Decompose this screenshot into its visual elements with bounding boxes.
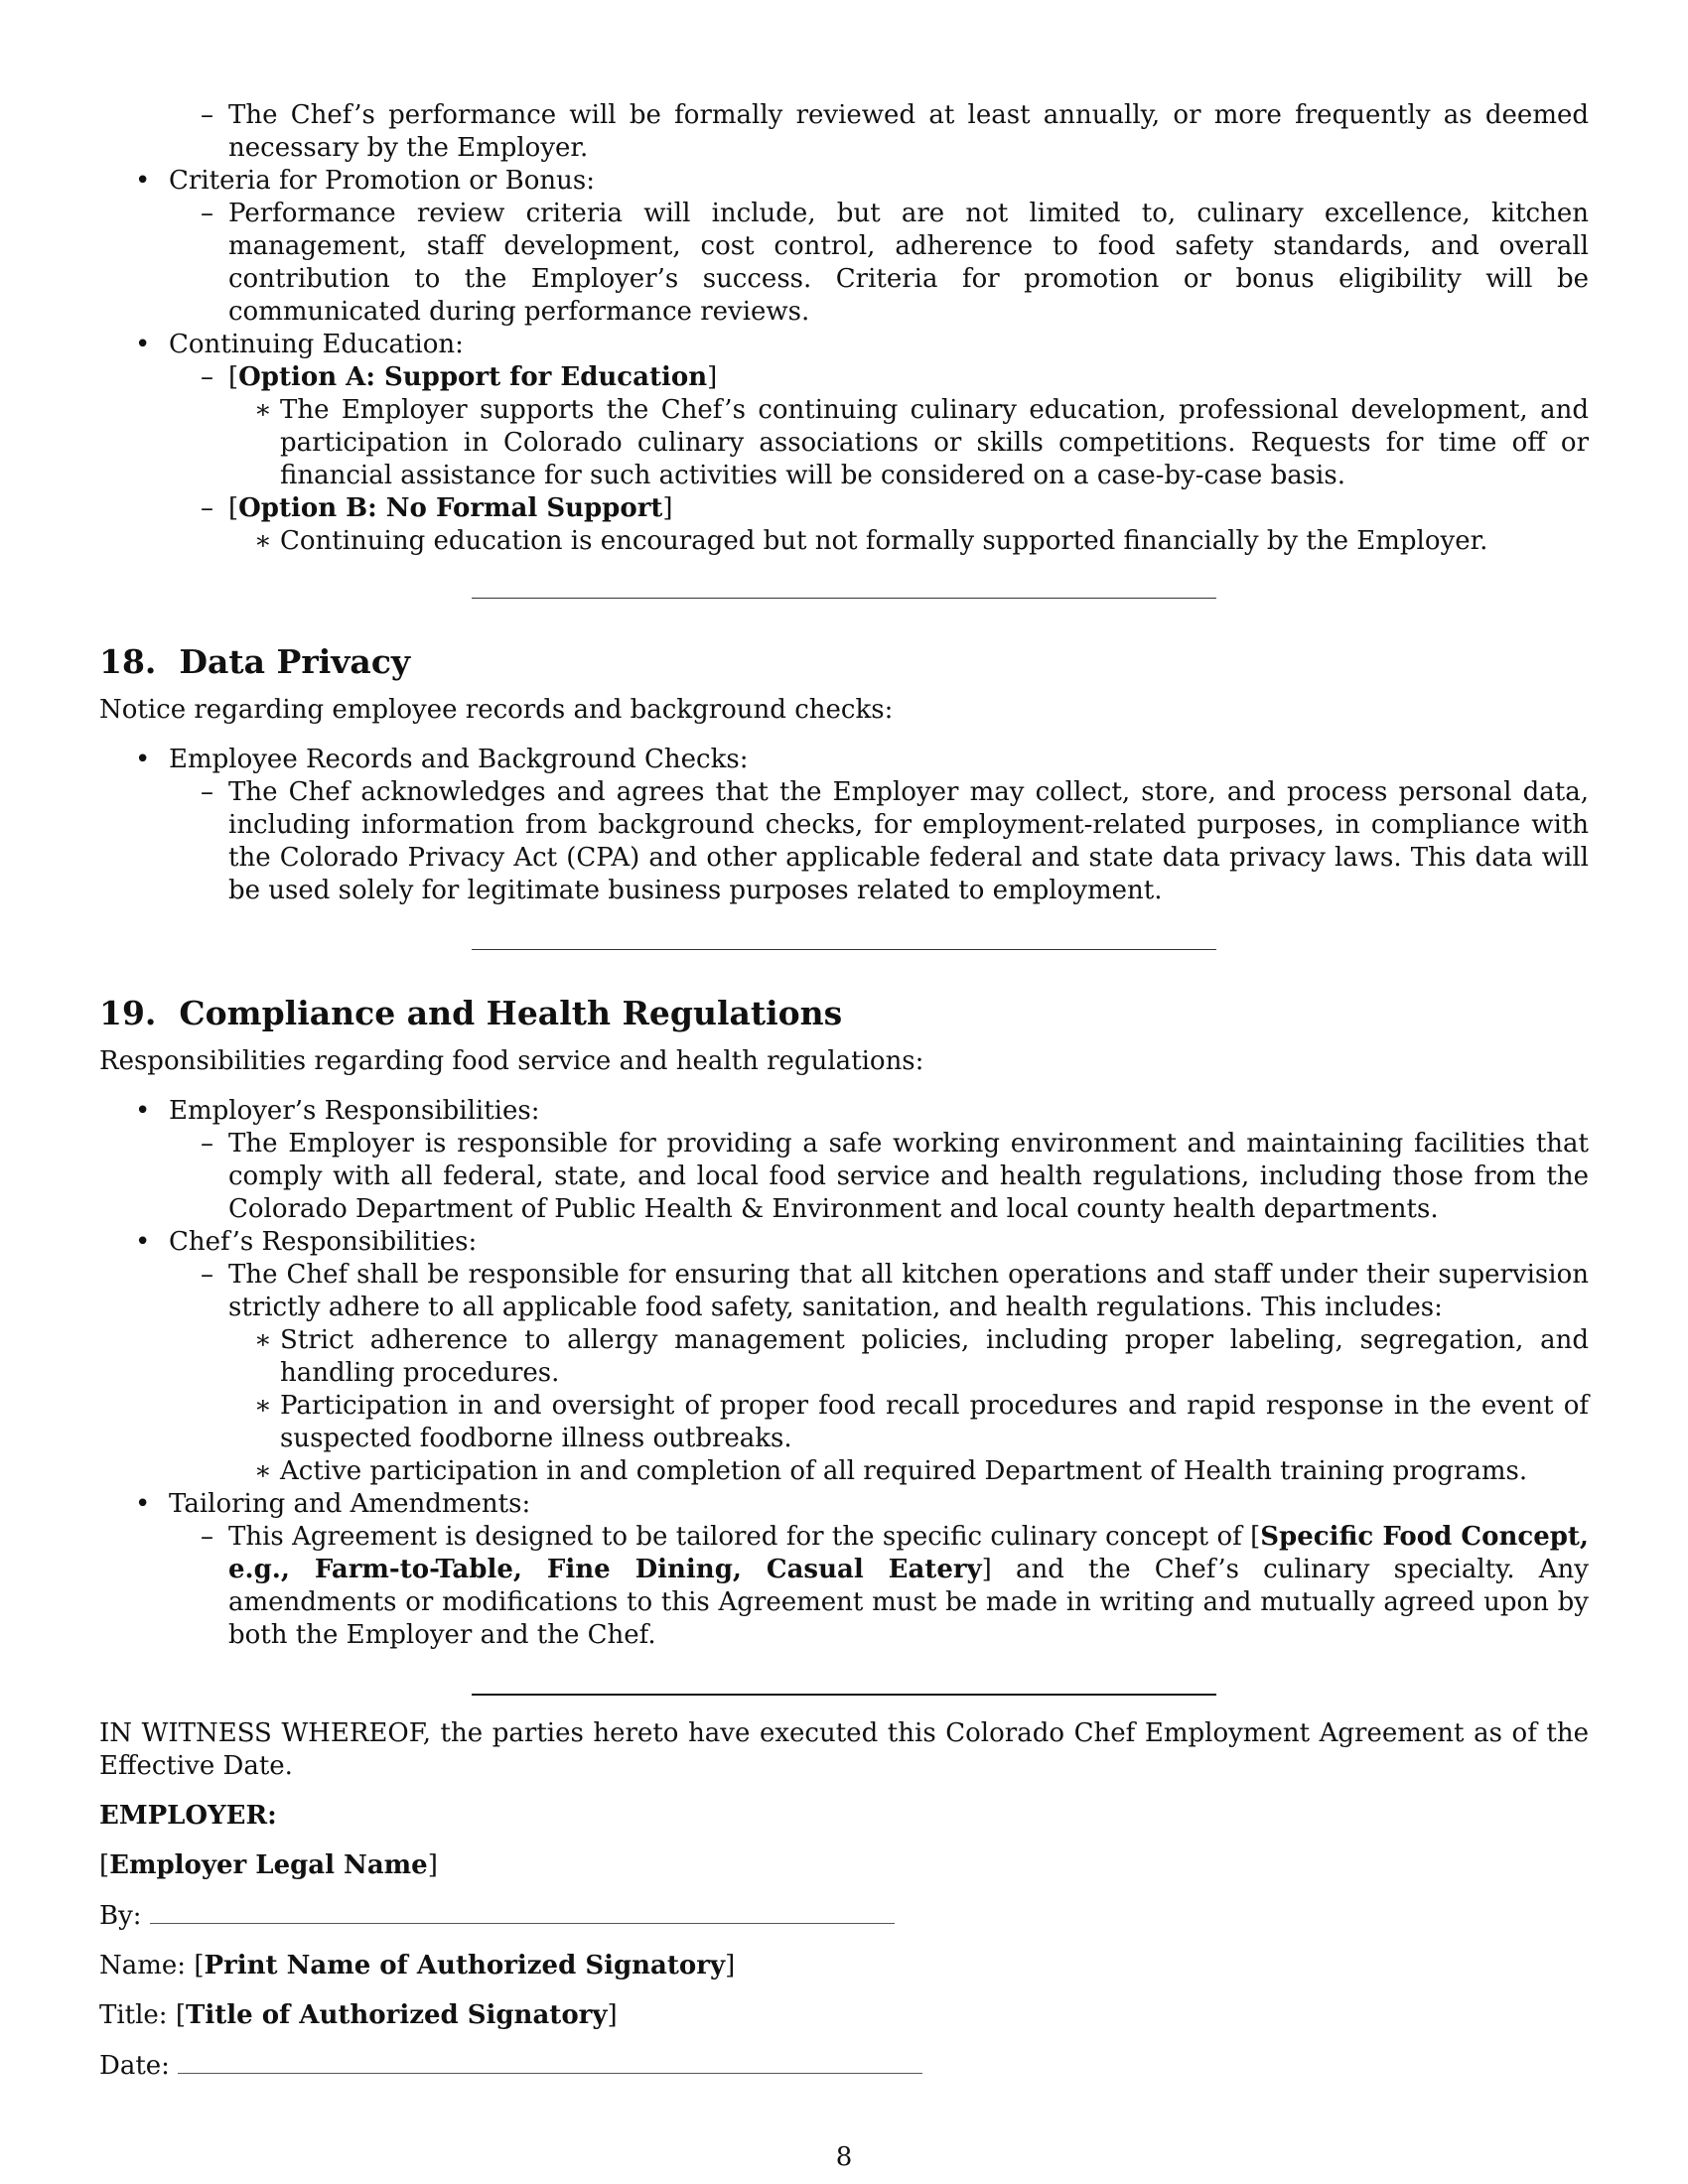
date-line[interactable] xyxy=(178,2049,922,2074)
list-item xyxy=(99,1095,1589,1128)
asterisk-marker: ∗ xyxy=(254,1456,272,1486)
list-item xyxy=(99,525,1589,558)
signature-line[interactable] xyxy=(150,1899,895,1924)
signatory-title-row: Title: [Title of Authorized Signatory] xyxy=(99,2000,618,2030)
list-item xyxy=(99,1455,1589,1488)
date-label: Date: xyxy=(99,2051,170,2081)
page-number: 8 xyxy=(835,2142,853,2172)
list-item xyxy=(99,776,1589,907)
name-placeholder: Print Name of Authorized Signatory xyxy=(204,1951,726,1980)
document-page xyxy=(99,99,1589,2083)
list-item xyxy=(99,1390,1589,1455)
dash-marker: – xyxy=(201,362,213,392)
signature-date-row xyxy=(99,2049,1589,2083)
by-label: By: xyxy=(99,1901,142,1931)
list-item xyxy=(99,198,1589,329)
tailoring-heading: Tailoring and Amendments: xyxy=(169,1489,531,1519)
dash-marker: – xyxy=(201,1129,213,1159)
witness-statement: IN WITNESS WHEREOF, the parties hereto have executed this Colorado Chef Employment Agreement as of the Effective Date. xyxy=(99,1718,1589,1781)
chef-responsibilities-text: The Chef shall be responsible for ensuring that all kitchen operations and staff under their supervision strictly adhere to all applicable food safety, sanitation, and health regulations. This includes: xyxy=(228,1260,1589,1322)
section-heading-18: 18. Data Privacy xyxy=(99,642,411,681)
asterisk-marker: ∗ xyxy=(254,1325,272,1355)
option-a-label: [Option A: Support for Education] xyxy=(228,362,718,392)
food-concept-placeholder: Specific Food Concept, e.g., Farm-to-Table, Fine Dining, Casual Eatery xyxy=(228,1522,1589,1584)
dash-marker: – xyxy=(201,199,213,228)
bullet-marker: • xyxy=(135,1227,151,1257)
list-item xyxy=(99,1259,1589,1324)
list-item xyxy=(99,492,1589,525)
promotion-text: Performance review criteria will include, but are not limited to, culinary excellence, kitchen management, staff development, cost control, adherence to food safety standards, and overall contribution to the Employer’s success. Criteria for promotion or bonus eligibility will be communicated during performance reviews. xyxy=(228,199,1589,327)
employer-responsibilities-heading: Employer’s Responsibilities: xyxy=(169,1096,540,1126)
list-item xyxy=(99,1324,1589,1390)
dash-marker: – xyxy=(201,1522,213,1552)
list-item xyxy=(99,1128,1589,1226)
list-item xyxy=(99,1226,1589,1259)
records-text: The Chef acknowledges and agrees that the Employer may collect, store, and process personal data, including information from background checks, for employment-related purposes, in compliance with the Colorado Privacy Act (CPA) and other applicable federal and state data privacy laws. This data will be used solely for legitimate business purposes related to employment. xyxy=(228,777,1589,905)
tailoring-text: This Agreement is designed to be tailored for the specific culinary concept of [Specific Food Concept, e.g., Farm-to-Table, Fine Dining, Casual Eatery] and the Chef’s culinary specialty. Any amendments or modifications to this Agreement must be made in writing and mutually agreed upon by both the Employer and the Chef. xyxy=(228,1522,1589,1650)
list-item xyxy=(99,99,1589,165)
asterisk-marker: ∗ xyxy=(254,1391,272,1421)
option-a-text: The Employer supports the Chef’s continuing culinary education, professional development, and participation in Colorado culinary associations or skills competitions. Requests for time off or financial assistance for such activities will be considered on a case-by-case basis. xyxy=(280,395,1589,490)
chef-item: Participation in and oversight of proper food recall procedures and rapid response in the event of suspected foodborne illness outbreaks. xyxy=(280,1391,1589,1453)
section-heading-19: 19. Compliance and Health Regulations xyxy=(99,994,843,1032)
dash-marker: – xyxy=(201,1260,213,1290)
review-frequency-text: The Chef’s performance will be formally reviewed at least annually, or more frequently as deemed necessary by the Employer. xyxy=(228,100,1589,163)
employer-responsibilities-text: The Employer is responsible for providing a safe working environment and maintaining facilities that comply with all federal, state, and local food service and health regulations, including those from the Colorado Department of Public Health & Environment and local county health departments. xyxy=(228,1129,1589,1224)
education-heading: Continuing Education: xyxy=(169,330,464,359)
section-intro: Notice regarding employee records and background checks: xyxy=(99,695,894,725)
option-b-label: [Option B: No Formal Support] xyxy=(228,493,673,523)
bullet-marker: • xyxy=(135,1489,151,1519)
bullet-marker: • xyxy=(135,166,151,196)
dash-marker: – xyxy=(201,100,213,130)
bullet-marker: • xyxy=(135,330,151,359)
list-item xyxy=(99,1521,1589,1652)
option-b-text: Continuing education is encouraged but not formally supported financially by the Employer. xyxy=(280,526,1488,556)
bullet-marker: • xyxy=(135,745,151,774)
records-heading: Employee Records and Background Checks: xyxy=(169,745,749,774)
list-item xyxy=(99,165,1589,198)
section-intro: Responsibilities regarding food service and health regulations: xyxy=(99,1046,924,1076)
signatory-name-row: Name: [Print Name of Authorized Signatory] xyxy=(99,1951,736,1980)
promotion-heading: Criteria for Promotion or Bonus: xyxy=(169,166,595,196)
list-item xyxy=(99,744,1589,776)
chef-responsibilities-heading: Chef’s Responsibilities: xyxy=(169,1227,478,1257)
list-item xyxy=(99,361,1589,394)
employer-legal-name: [Employer Legal Name] xyxy=(99,1850,438,1880)
asterisk-marker: ∗ xyxy=(254,395,272,425)
title-label: Title: xyxy=(99,2000,168,2030)
name-label: Name: xyxy=(99,1951,187,1980)
title-placeholder: Title of Authorized Signatory xyxy=(186,2000,608,2030)
chef-item: Strict adherence to allergy management policies, including proper labeling, segregation, and handling procedures. xyxy=(280,1325,1589,1388)
list-item xyxy=(99,329,1589,361)
signature-by-row xyxy=(99,1899,1589,1933)
dash-marker: – xyxy=(201,493,213,523)
chef-item: Active participation in and completion of all required Department of Health training programs. xyxy=(280,1456,1528,1486)
asterisk-marker: ∗ xyxy=(254,526,272,556)
employer-label: EMPLOYER: xyxy=(99,1801,277,1831)
list-item xyxy=(99,1488,1589,1521)
list-item xyxy=(99,394,1589,492)
dash-marker: – xyxy=(201,777,213,807)
bullet-marker: • xyxy=(135,1096,151,1126)
